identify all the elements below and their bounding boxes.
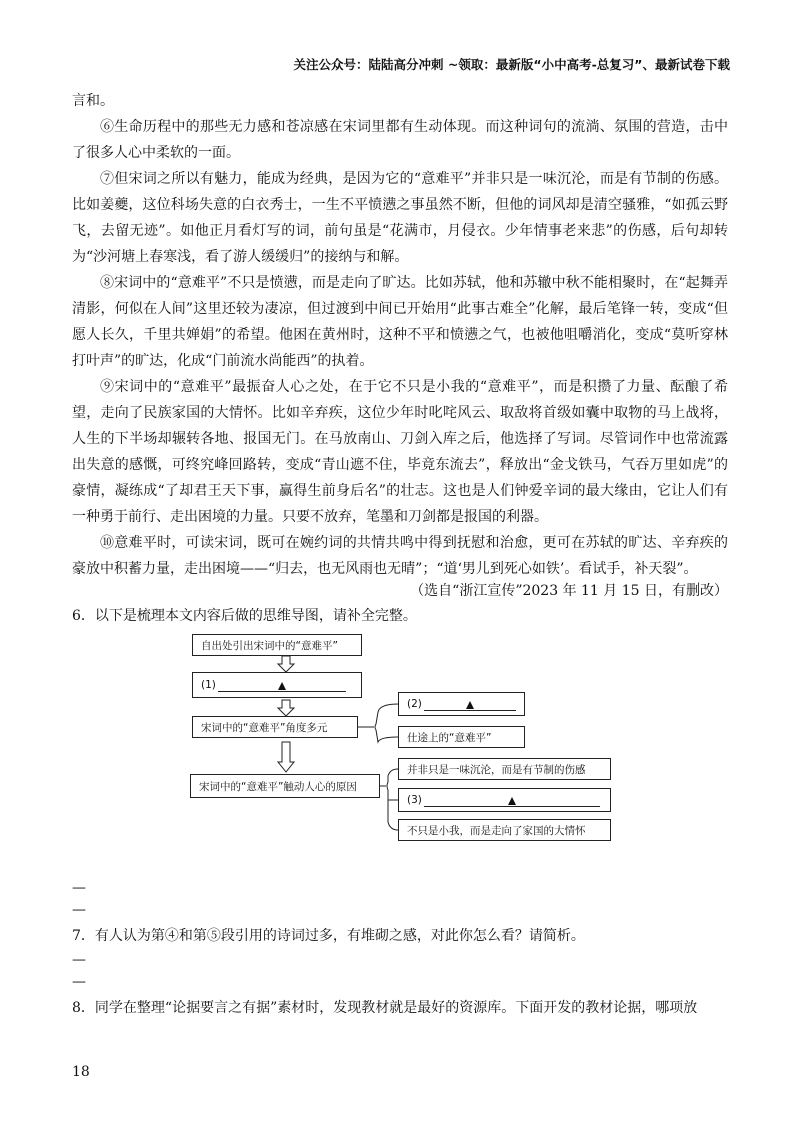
page-number: 18 <box>72 1064 90 1080</box>
answer-line-7b[interactable]: — <box>72 974 86 990</box>
paragraph-continued: 言和。 <box>72 93 114 109</box>
question-7: 7．有人认为第④和第⑤段引用的诗词过多，有堆砌之感，对此你怎么看？请简析。 <box>72 928 585 944</box>
mindmap-box-start-label: 自出处引出宋词中的“意难平” <box>201 639 338 652</box>
paragraph-9: ⑨宋词中的“意难平”最振奋人心之处，在于它不只是小我的“意难平”，而是积攒了力量、酝酿了希望，走向了民族家国的大情怀。比如辛弃疾，这位少年时叱咤风云、取敌将首级如囊中取物的马上战将，人生的下半场却辗转各地、报国无门。在马放南山、刀剑入库之后，他选择了写词。尽管词作中也常流露出失意的感慨，可终究峰回路转，变成“青山遮不住，毕竟东流去”，释放出“金戈铁马，气吞万里如虎”的豪情，凝练成“了却君王天下事，赢得生前身后名”的壮志。这也是人们钟爱辛词的最大缘由，它让人们有一种勇于前行、走出困境的力量。只要不放弃，笔墨和刀剑都是报国的利器。 <box>72 379 728 525</box>
mindmap-box-blank-3 <box>398 788 611 812</box>
paragraph-10: ⑩意难平时，可读宋词，既可在婉约词的共情共鸣中得到抚慰和治愈，更可在苏轼的旷达、辛弃疾的豪放中积蓄力量，走出困境——“归去，也无风雨也无晴”；“道‘男儿到死心如铁’。看试手，补天裂”。 <box>72 535 728 577</box>
paragraph-6: ⑥生命历程中的那些无力感和苍凉感在宋词里都有生动体现。而这种词句的流淌、氛围的营造，击中了很多人心中柔软的一面。 <box>72 119 728 161</box>
paragraph-7: ⑦但宋词之所以有魅力，能成为经典，是因为它的“意难平”并非只是一味沉沦，而是有节制的伤感。比如姜夔，这位科场失意的白衣秀士，一生不平愤懑之事虽然不断，但他的词风却是清空骚雅，“如孤云野飞，去留无迹”。如他正月看灯写的词，前句虽是“花满市，月侵衣。少年情事老来悲”的伤感，后句却转为“沙河塘上春寒浅，看了游人缓缓归”的接纳与和解。 <box>72 171 728 265</box>
branch-connector-angles <box>358 704 398 742</box>
mindmap-box-reason-label: 宋词中的“意难平”触动人心的原因 <box>199 780 357 793</box>
down-arrow-icon <box>278 700 294 716</box>
mindmap-box-blank-1 <box>192 672 362 698</box>
answer-line-7a[interactable]: — <box>72 952 86 968</box>
mindmap-box-restrained <box>398 758 611 780</box>
mindmap-box-start <box>192 634 362 656</box>
mindmap-box-nation-label: 不只是小我，而是走向了家国的大情怀 <box>407 824 586 837</box>
down-arrow-icon <box>278 656 294 672</box>
mindmap-box-reason <box>190 774 380 798</box>
down-arrow-icon <box>278 742 294 772</box>
mindmap-box-career-label: 仕途上的“意难平” <box>407 731 492 744</box>
branch-connector-reason <box>380 769 398 830</box>
mindmap-box-angles <box>192 716 358 738</box>
mindmap-box-career <box>398 726 525 748</box>
paragraph-8: ⑧宋词中的“意难平”不只是愤懑，而是走向了旷达。比如苏轼，他和苏辙中秋不能相聚时，在“起舞弄清影，何似在人间”这里还较为凄凉，但过渡到中间已开始用“此事古难全”化解，最后笔锋一转，变成“但愿人长久，千里共婵娟”的希望。他困在黄州时，这种不平和愤懑之气，也被他咀嚼消化，变成“莫听穿林打叶声”的旷达，化成“门前流水尚能西”的执着。 <box>72 275 728 369</box>
question-8: 8．同学在整理“论据要言之有据”素材时，发现教材就是最好的资源库。下面开发的教材论据，哪项放 <box>72 1000 698 1016</box>
blank-3-number: (3) <box>407 794 422 806</box>
blank-1-number: (1) <box>201 679 216 691</box>
mindmap-box-restrained-label: 并非只是一味沉沦，而是有节制的伤感 <box>407 763 586 776</box>
triangle-marker-icon <box>508 797 516 805</box>
mindmap-box-angles-label: 宋词中的“意难平”角度多元 <box>201 721 328 734</box>
source-citation: （选自“浙江宣传”2023 年 11 月 15 日，有删改） <box>410 583 728 599</box>
triangle-marker-icon <box>466 701 474 709</box>
mindmap-box-blank-2 <box>398 692 525 716</box>
triangle-marker-icon <box>278 682 286 690</box>
answer-blank-2[interactable] <box>424 698 516 711</box>
article-body <box>72 88 728 582</box>
question-6: 6．以下是梳理本文内容后做的思维导图，请补全完整。 <box>72 608 417 624</box>
answer-line-6a[interactable]: — <box>72 880 86 896</box>
header-note: 关注公众号：陆陆高分冲刺 ~领取：最新版“小中高考-总复习”、最新试卷下载 <box>293 57 730 72</box>
answer-blank-3[interactable] <box>424 794 600 807</box>
answer-line-6b[interactable]: — <box>72 902 86 918</box>
blank-2-number: (2) <box>407 698 422 710</box>
mindmap-box-nation <box>398 819 611 841</box>
answer-blank-1[interactable] <box>218 679 346 692</box>
